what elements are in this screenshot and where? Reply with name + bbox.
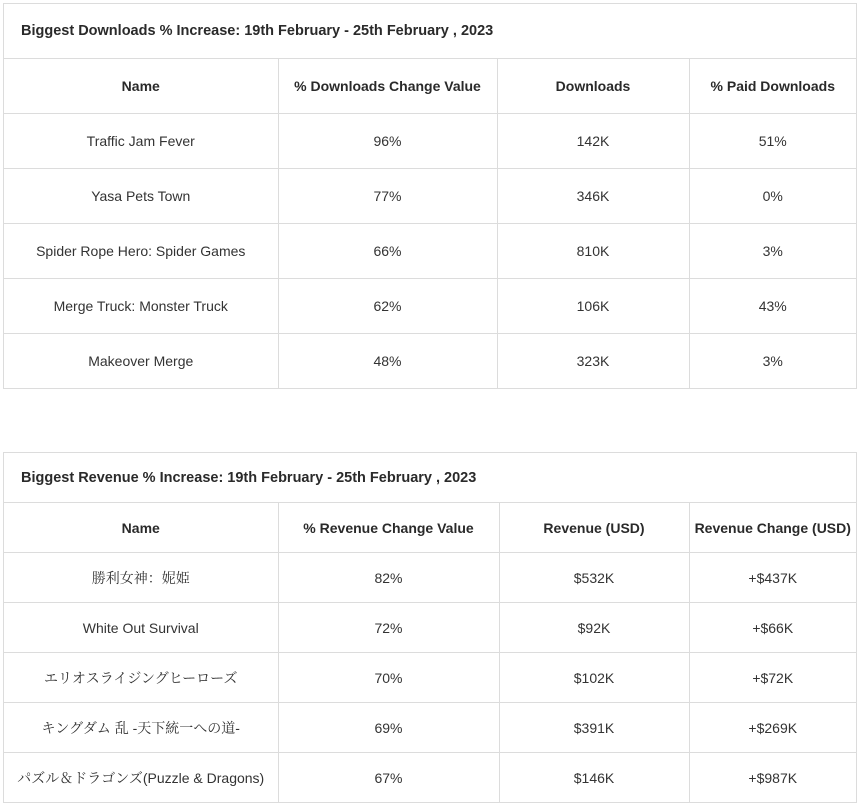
paid-downloads-cell: 0% (689, 169, 856, 224)
downloads-table-title: Biggest Downloads % Increase: 19th February - 25th February , 2023 (4, 4, 856, 59)
downloads-cell: 323K (497, 334, 689, 389)
change-value-cell: 72% (278, 603, 499, 653)
table-row (4, 224, 856, 279)
column-header-name: Name (4, 503, 278, 553)
app-name-cell: White Out Survival (4, 603, 278, 653)
revenue-cell: $391K (499, 703, 689, 753)
column-header-name: Name (4, 59, 278, 114)
revenue-header-row (4, 503, 856, 553)
revenue-table-panel (3, 452, 857, 803)
app-name-cell: Spider Rope Hero: Spider Games (4, 224, 278, 279)
column-header-revenue-change-usd: Revenue Change (USD) (689, 503, 856, 553)
paid-downloads-cell: 3% (689, 224, 856, 279)
change-value-cell: 77% (278, 169, 497, 224)
table-row (4, 703, 856, 753)
change-value-cell: 69% (278, 703, 499, 753)
paid-downloads-cell: 51% (689, 114, 856, 169)
downloads-cell: 106K (497, 279, 689, 334)
column-header-paid-downloads: % Paid Downloads (689, 59, 856, 114)
change-value-cell: 96% (278, 114, 497, 169)
downloads-table (4, 59, 856, 388)
change-value-cell: 82% (278, 553, 499, 603)
column-header-downloads-change: % Downloads Change Value (278, 59, 497, 114)
downloads-cell: 810K (497, 224, 689, 279)
revenue-change-cell: +$269K (689, 703, 856, 753)
table-row (4, 114, 856, 169)
column-header-downloads: Downloads (497, 59, 689, 114)
table-row (4, 279, 856, 334)
table-row (4, 603, 856, 653)
revenue-change-cell: +$437K (689, 553, 856, 603)
column-header-revenue: Revenue (USD) (499, 503, 689, 553)
table-row (4, 334, 856, 389)
revenue-cell: $146K (499, 753, 689, 803)
change-value-cell: 70% (278, 653, 499, 703)
revenue-change-cell: +$987K (748, 769, 798, 786)
app-name-cell: エリオスライジングヒーローズ (4, 653, 278, 703)
app-name-cell: 勝利女神：妮姫 (4, 553, 278, 603)
change-value-cell: 48% (278, 334, 497, 389)
revenue-cell: $532K (499, 553, 689, 603)
change-value-cell: 67% (278, 753, 499, 803)
table-row (4, 653, 856, 703)
revenue-change-cell: +$66K (689, 603, 856, 653)
revenue-table-title: Biggest Revenue % Increase: 19th February - 25th February , 2023 (4, 453, 856, 503)
change-value-cell: 66% (278, 224, 497, 279)
paid-downloads-cell: 3% (762, 353, 783, 369)
revenue-change-cell: +$72K (689, 653, 856, 703)
paid-downloads-cell: 43% (689, 279, 856, 334)
downloads-header-row (4, 59, 856, 114)
app-name-cell: Yasa Pets Town (4, 169, 278, 224)
app-name-cell: Makeover Merge (4, 334, 278, 389)
app-name-cell: Traffic Jam Fever (4, 114, 278, 169)
app-name-cell: キングダム 乱 -天下統一への道- (4, 703, 278, 753)
app-name-cell: Merge Truck: Monster Truck (4, 279, 278, 334)
app-name-cell: パズル＆ドラゴンズ(Puzzle & Dragons) (4, 753, 278, 803)
table-row (4, 169, 856, 224)
table-row (4, 753, 856, 803)
revenue-cell: $92K (499, 603, 689, 653)
change-value-cell: 62% (278, 279, 497, 334)
downloads-cell: 346K (497, 169, 689, 224)
revenue-table (4, 503, 856, 802)
downloads-table-panel (3, 3, 857, 389)
downloads-cell: 142K (497, 114, 689, 169)
column-header-revenue-change: % Revenue Change Value (278, 503, 499, 553)
revenue-cell: $102K (499, 653, 689, 703)
table-row (4, 553, 856, 603)
